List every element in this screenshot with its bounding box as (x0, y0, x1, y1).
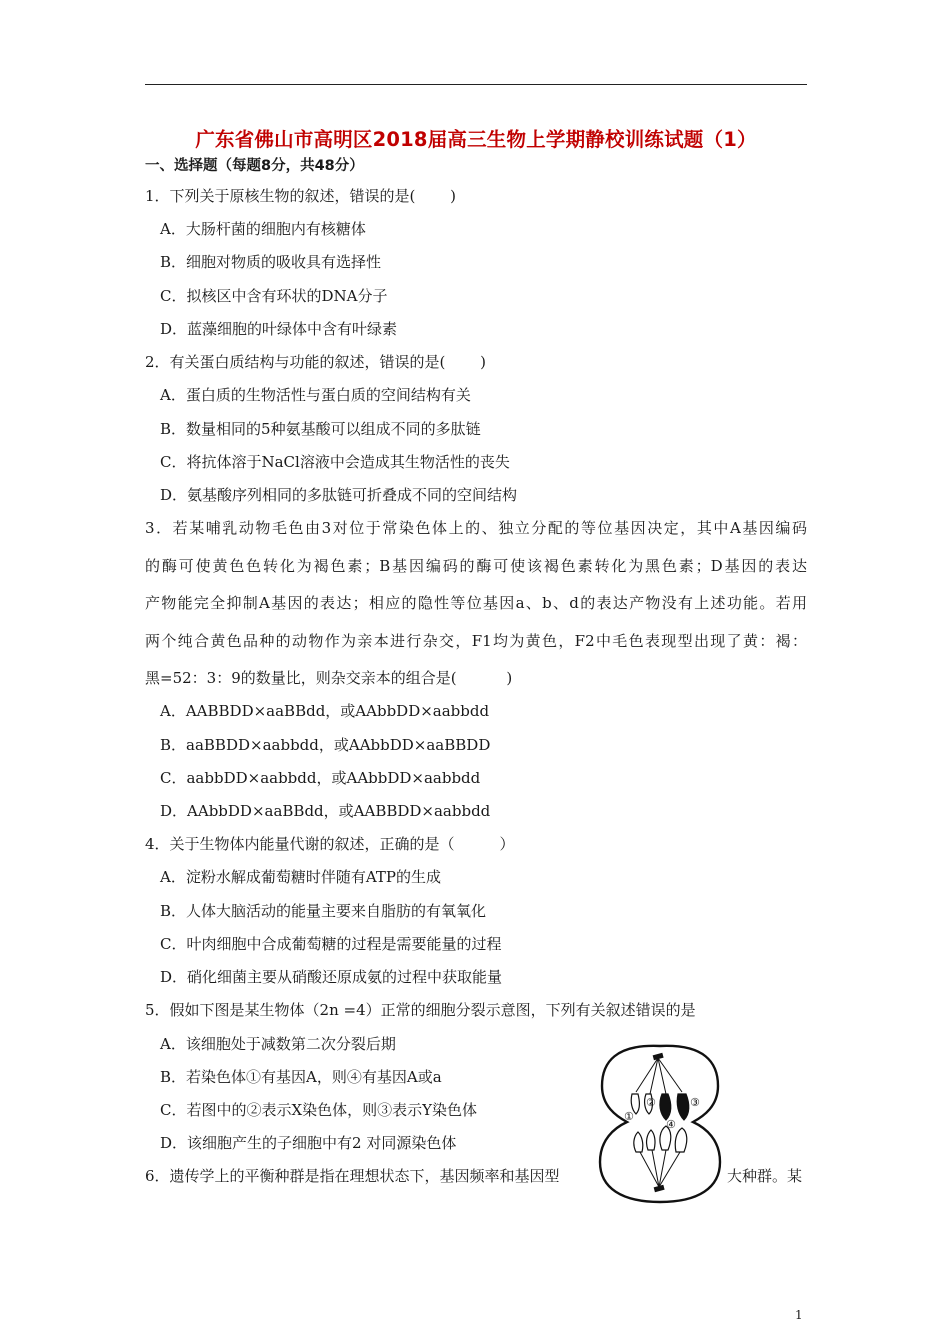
question-6-stem-right: 大种群。某 (727, 1167, 803, 1185)
figure-label-3: ③ (690, 1096, 700, 1109)
header-rule (145, 84, 807, 85)
section-heading: 一、选择题（每题8分，共48分） (145, 158, 364, 174)
figure-label-4: ④ (666, 1118, 676, 1131)
question-2-option-a: A．蛋白质的生物活性与蛋白质的空间结构有关 (160, 386, 471, 404)
cell-division-figure (596, 1040, 724, 1205)
figure-label-2: ② (646, 1096, 656, 1109)
question-3-option-b: B．aaBBDD×aabbdd，或AAbbDD×aaBBDD (160, 736, 491, 754)
question-3-option-a: A．AABBDD×aaBBdd，或AAbbDD×aabbdd (160, 702, 490, 720)
question-1-option-d: D．蓝藻细胞的叶绿体中含有叶绿素 (160, 320, 398, 338)
question-3-option-d: D．AAbbDD×aaBBdd，或AABBDD×aabbdd (160, 802, 491, 820)
question-3-stem-line-5: 黑=52：3：9的数量比，则杂交亲本的组合是( ) (145, 669, 513, 687)
question-2-option-d: D．氨基酸序列相同的多肽链可折叠成不同的空间结构 (160, 486, 518, 504)
question-4-option-d: D．硝化细菌主要从硝酸还原成氨的过程中获取能量 (160, 968, 503, 986)
question-2-option-c: C．将抗体溶于NaCl溶液中会造成其生物活性的丧失 (160, 453, 510, 471)
question-1-option-a: A．大肠杆菌的细胞内有核糖体 (160, 220, 366, 238)
question-5-stem: 5．假如下图是某生物体（2n =4）正常的细胞分裂示意图，下列有关叙述错误的是 (145, 1001, 696, 1019)
page-title: 广东省佛山市高明区2018届高三生物上学期静校训练试题（1） (195, 128, 757, 151)
question-2-stem: 2．有关蛋白质结构与功能的叙述，错误的是( ) (145, 353, 487, 371)
question-5-option-b: B．若染色体①有基因A，则④有基因A或a (160, 1068, 442, 1086)
question-1-stem: 1．下列关于原核生物的叙述，错误的是( ) (145, 187, 457, 205)
page-number: 1 (795, 1308, 803, 1322)
question-1-option-b: B．细胞对物质的吸收具有选择性 (160, 253, 382, 271)
question-5-option-a: A．该细胞处于减数第二次分裂后期 (160, 1035, 396, 1053)
question-4-option-a: A．淀粉水解成葡萄糖时伴随有ATP的生成 (160, 868, 441, 886)
question-2-option-b: B．数量相同的5种氨基酸可以组成不同的多肽链 (160, 420, 481, 438)
question-4-option-c: C．叶肉细胞中合成葡萄糖的过程是需要能量的过程 (160, 935, 502, 953)
question-1-option-c: C．拟核区中含有环状的DNA分子 (160, 287, 388, 305)
question-5-option-c: C．若图中的②表示X染色体，则③表示Y染色体 (160, 1101, 478, 1119)
figure-label-1: ① (624, 1110, 634, 1123)
question-3-stem-line-4: 两个纯合黄色品种的动物作为亲本进行杂交，F1均为黄色，F2中毛色表现型出现了黄：褐： (145, 632, 807, 650)
question-6-stem-left: 6．遗传学上的平衡种群是指在理想状态下，基因频率和基因型 (145, 1167, 560, 1185)
question-5-option-d: D．该细胞产生的子细胞中有2 对同源染色体 (160, 1134, 457, 1152)
question-3-stem-line-3: 产物能完全抑制A基因的表达；相应的隐性等位基因a、b、d的表达产物没有上述功能。若用 (145, 594, 807, 612)
question-4-stem: 4．关于生物体内能量代谢的叙述，正确的是（ ） (145, 835, 515, 853)
question-3-stem-line-1: 3．若某哺乳动物毛色由3对位于常染色体上的、独立分配的等位基因决定，其中A基因编码 (145, 519, 807, 537)
question-3-stem-line-2: 的酶可使黄色色转化为褐色素；B基因编码的酶可使该褐色素转化为黑色素；D基因的表达 (145, 557, 807, 575)
question-3-option-c: C．aabbDD×aabbdd，或AAbbDD×aabbdd (160, 769, 481, 787)
question-4-option-b: B．人体大脑活动的能量主要来自脂肪的有氧氧化 (160, 902, 487, 920)
